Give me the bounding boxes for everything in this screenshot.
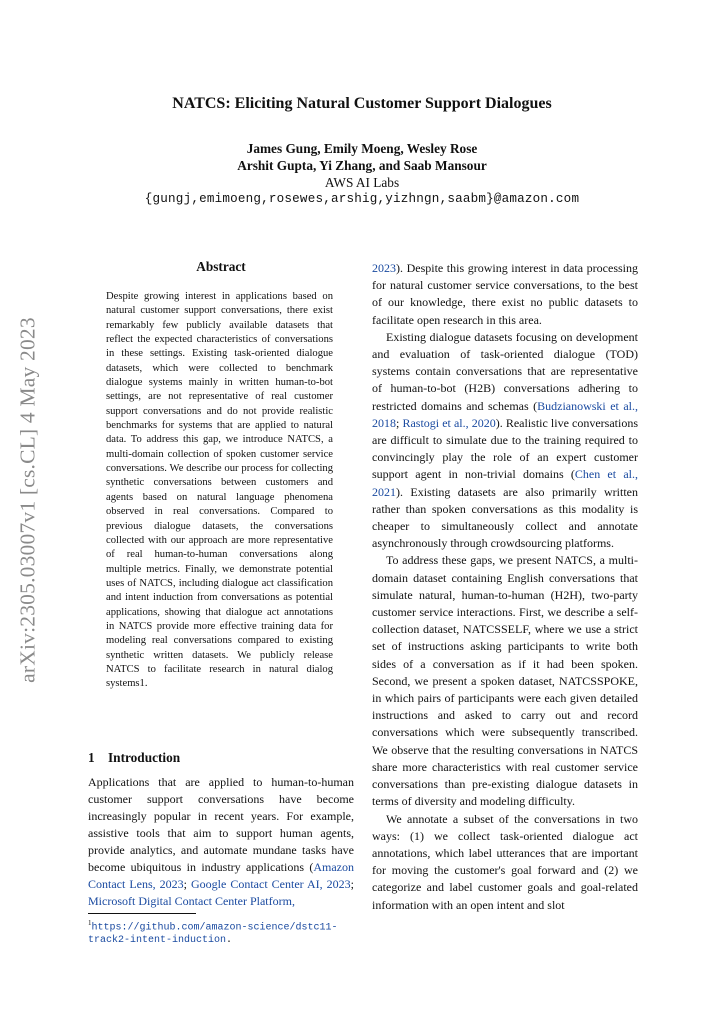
paper-title [0,95,724,113]
paragraph-1-text-b: ). Realistic live conversations are difficult to simulate due to the training required to convincingly play the role of an expert customer support agent in non-trivial domains ( [372,415,638,482]
title-rest: CS: Eliciting Natural Customer Support Dialogues [204,95,552,112]
abstract-heading: Abstract [196,259,246,274]
paragraph-1-text-a: Existing dialogue datasets focusing on development and evaluation of task-oriented dialogue (TOD) systems contain conversations that are representative of human-to-bot (H2B) conversations adhering to restricted domains and schemas ( [372,329,638,413]
section-title: Introduction [108,750,181,765]
citation-separator: ; [350,876,354,891]
section-heading [88,750,180,766]
author-emails[interactable]: {gungj,emimoeng,rosewes,arshig,yizhngn,saabm}@amazon.com [144,192,580,206]
footnote [88,917,354,947]
affiliation: AWS AI Labs [324,175,400,190]
intro-text: Applications that are applied to human-to-human customer support conversations have become increasingly popular in recent years. For example, assistive tools that aim to support human agents, provide analytics, and automate mundane tasks have become ubiquitous in industry applications ( [88,775,354,874]
paragraph-1-text-c: ). Existing datasets are also primarily written rather than spoken conversations as this modality is cheaper to simultaneously collect and annotate asynchronously through crowdsourcing platforms. [372,484,638,551]
citation-separator: ; [396,415,403,430]
paragraph-2: To address these gaps, we present NATCS, a multi-domain dataset containing English conversations that simulate natural, human-to-human (H2H), two-party customer service interactions. First, we describe a self-collection dataset, NATCSSELF, where we use a strict set of instructions asking participants to write both sides of a conversation as if it had been spoken. Second, we present a spoken dataset, NATCSSPOKE, in which pairs of participants were each given detailed instructions and asked to carry out and record conversations which were subsequently transcribed. We observe that the resulting conversations in NATCS share more characteristics with real customer service conversations than pre-existing dialogue datasets in terms of diversity and modeling difficulty. [372,553,638,809]
footnote-rule [88,913,196,914]
citation-chen[interactable]: Chen et al., 2021 [372,467,638,499]
citation-google-contact-center[interactable]: Google Contact Center AI, 2023 [191,876,351,891]
authors-line-2: Arshit Gupta, Yi Zhang, and Saab Mansour [237,158,487,173]
footnote-mark: 1 [88,919,92,927]
arxiv-stamp-text: arXiv:2305.03007v1 [cs.CL] 4 May 2023 [15,317,40,683]
right-column [372,260,638,914]
intro-left-column [88,774,354,910]
citation-amazon-contact-lens[interactable]: Amazon Contact Lens, 2023 [88,859,354,891]
citation-microsoft-year[interactable]: 2023 [372,261,396,275]
footnote-end: . [226,935,233,947]
title-small-caps: AT [183,95,205,112]
paragraph-1 [372,329,638,553]
paragraph-0 [372,260,638,329]
arxiv-stamp [13,317,43,683]
paragraph-3: We annotate a subset of the conversations in two ways: (1) we collect task-oriented dialogue act annotations, which label utterances that are important for moving the customer's goal forward and (2) we categorize and label customer goals and goal-related information with an open intent and slot [372,811,638,912]
section-number: 1 [88,750,95,765]
paragraph-0-text: ). Despite this growing interest in data processing for natural customer service conversations, to the best of our knowledge, there exist no public datasets to facilitate open research in this area. [372,261,638,327]
authors-line-1: James Gung, Emily Moeng, Wesley Rose [246,141,478,156]
citation-microsoft-dccp[interactable]: Microsoft Digital Contact Center Platform, [88,893,295,908]
author-block [0,140,724,208]
abstract-text: Despite growing interest in applications based on natural customer support conversations, there exist remarkably few publicly available datasets that reflect the expected characteristics of conversations in these settings. Existing task-oriented dialogue datasets, which were collected to benchmark dialogue systems mainly in written human-to-bot settings, are not representative of real customer support conversations and do not provide realistic benchmarks for systems that are applied to natural data. To address this gap, we introduce NATCS, a multi-domain collection of spoken customer service conversations. We describe our process for collecting synthetic conversations between customers and agents based on natural language phenomena observed in real conversations. Compared to previous dialogue datasets, the conversations collected with our approach are more representative of real human-to-human conversations along multiple metrics. Finally, we demonstrate potential uses of NATCS, including dialogue act classification and intent induction from conversations as potential applications, showing that dialogue act annotations in NATCS provide more effective training data for modeling real conversations compared to existing synthetic written datasets. We publicly release NATCS to facilitate research in natural dialog systems1. [106,291,333,690]
citation-rastogi[interactable]: Rastogi et al., 2020 [402,415,496,430]
title-prefix: N [172,95,184,112]
footnote-link[interactable]: https://github.com/amazon-science/dstc11-track2-intent-induction [88,922,338,947]
citation-separator: ; [183,876,191,891]
citation-budzianowski[interactable]: Budzianowski et al., 2018 [372,398,639,430]
